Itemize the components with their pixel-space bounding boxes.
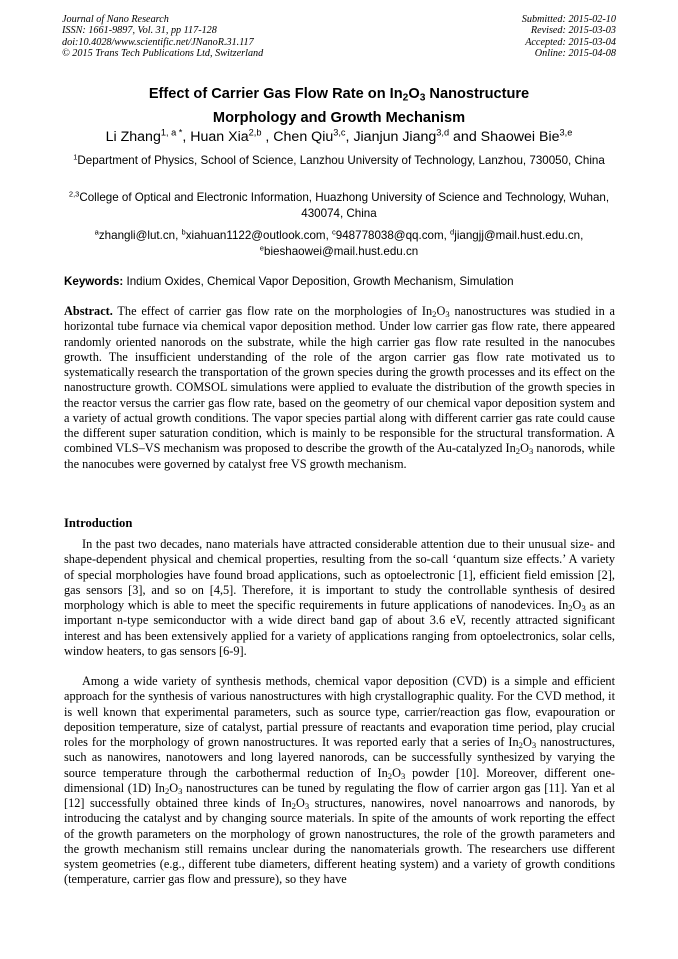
email-link[interactable]: 948778038@qq.com, <box>335 229 451 242</box>
author-affiliation-mark: 1, a * <box>160 127 183 138</box>
email-link[interactable]: zhangli@lut.cn, <box>98 229 182 242</box>
date-online: Online: 2015-04-08 <box>534 48 616 60</box>
author-name: Li Zhang <box>105 129 161 145</box>
email-link[interactable]: xiahuan1122@outlook.com, <box>185 229 333 242</box>
abstract: Abstract. The effect of carrier gas flow rate on the morphologies of $In_2O_3$ nanostructures was studied in a horizontal tube furnace via chemical vapor deposition method. Under low carrier gas flow rate, there appeared randomly oriented nanorods on the substrate, while the high carrier gas flow rate resulted in the nanocubes growth. The insufficient understanding of the role of the argon carrier gas flow rate motivated us to systematically research the transportation of the grown species during the growth processes and its effect on the nanostructure growth. COMSOL simulations were applied to evaluate the distribution of the growth species in the reactor versus the carrier gas flow rate, based on the geometry of our chemical vapor deposition system and a variety of actual growth conditions. The vapor species partial along with different carrier gas rate could cause the different super saturation condition, which is mainly to be responsible for the structural transformation. A combined VLS–VS mechanism was proposed to describe the growth of the Au-catalyzed $In_2O_3$ nanorods, while the nanocubes were governed by catalyst free VS growth mechanism. <box>64 304 616 471</box>
email-line-1: $^a$zhangli@lut.cn, $^b$xiahuan1122@outlook.com, $^c$948778038@qq.com, $^d$jiangjj@mail.hust.edu.cn, <box>94 227 584 242</box>
author-name: Shaowei Bie <box>480 129 560 145</box>
author-name: Chen Qiu <box>273 129 334 145</box>
intro-paragraph-1: In the past two decades, nano materials have attracted considerable attention due to their unusual size- and shape-dependent physical and chemical properties, resulting from the so-call ‘quantum size effects.’ A variety of special morphologies have found broad applications, such as optoelectronic [1], efficient field emission [2], gas sensors [3], and so on [4,5]. Therefore, it is important to study the controllable synthesis of desired morphology which is able to meet the specific requirements in future applications of nanodevices. $In_2O_3$ as an important n-type semiconductor with a wide direct band gap of about 3.6 eV, recently attracted significant interest and has been extensively applied for a variety of applications ranging from optoelectronics, solar cells, window heaters, to gas sensors [6-9]. <box>64 537 615 658</box>
keywords-label: Keywords: <box>64 275 124 288</box>
journal-copyright: © 2015 Trans Tech Publications Ltd, Switzerland <box>62 48 264 60</box>
intro-paragraph-2: Among a wide variety of synthesis methods, chemical vapor deposition (CVD) is a simple and efficient approach for the synthesis of various nanostructures with high crystallographic quality. For the CVD method, it is well known that experimental parameters, such as source type, carrier/reaction gas flow, evapouration or deposition temperature, size of catalyst, partial pressure of reactants and evaporation time period, play crucial roles for the morphology of grown nanostructures. It was reported early that a series of $In_2O_3$ nanostructures, such as nanowires, nanotowers and long layered nanorods, can be successfully synthesized by varying the source temperature through the carbothermal reduction of $In_2O_3$ powder [10]. Moreover, different one-dimensional (1D) $In_2O_3$ nanostructures can be tuned by regulating the flow of carrier argon gas [11]. Yan et al [12] successfully obtained three kinds of $In_2O_3$ structures, nanowires, novel nanoarrows and nanorods, by introducing the catalyst and by changing source materials. In spite of the amounts of work reporting the effect of the growth parameters on the morphology of grown nanostructures, the role of the growth parameters and the growth mechanism still remains unclear during the nanomaterials growth. The researchers use different system geometries (e.g., different tube diameters, different heating system) and a variety of growth conditions (temperature, carrier gas flow and pressure), so they have <box>64 674 615 887</box>
title-line-1: Effect of Carrier Gas Flow Rate on $In_2O_3$ Nanostructure <box>148 86 530 104</box>
author-emails <box>60 228 618 259</box>
affiliation-1: $^1$Department of Physics, School of Science, Lanzhou University of Technology, Lanzhou, 730050, China <box>73 152 605 167</box>
journal-header-right <box>522 14 616 60</box>
paper-title <box>0 82 678 130</box>
journal-issn: ISSN: 1661-9897, Vol. 31, pp 117-128 <box>62 25 217 37</box>
date-accepted: Accepted: 2015-03-04 <box>525 36 616 48</box>
keywords-text: Indium Oxides, Chemical Vapor Deposition, Growth Mechanism, Simulation <box>123 275 514 288</box>
title-line-2: Morphology and Growth Mechanism <box>212 110 466 126</box>
date-submitted: Submitted: 2015-02-10 <box>521 14 616 25</box>
date-revised: Revised: 2015-03-03 <box>530 25 616 37</box>
journal-doi: doi:10.4028/www.scientific.net/JNanoR.31.117 <box>62 36 254 48</box>
author-affiliation-mark: 3,d <box>436 127 450 138</box>
author-affiliation-mark: 3,e <box>559 127 573 138</box>
abstract-label: Abstract. <box>64 304 113 318</box>
author-affiliation-mark: 3,c <box>333 127 346 138</box>
email-line-2: $^e$bieshaowei@mail.hust.edu.cn <box>259 242 419 258</box>
affiliation-2: $^{2,3}$College of Optical and Electronic Information, Huazhong University of Science and Technology, Wuhan, 430074, China <box>68 189 610 220</box>
author-name: Jianjun Jiang <box>353 129 437 145</box>
journal-name: Journal of Nano Research <box>62 14 169 25</box>
email-link[interactable]: jiangjj@mail.hust.edu.cn, <box>454 229 584 242</box>
email-link[interactable]: bieshaowei@mail.hust.edu.cn <box>264 244 419 258</box>
author-name: Huan Xia <box>190 129 249 145</box>
author-affiliation-mark: 2,b <box>248 127 262 138</box>
keywords <box>64 274 624 289</box>
author-list: Li Zhang$^{1, a *}$, Huan Xia$^{2,b}$ , Chen Qiu$^{3,c}$, Jianjun Jiang$^{3,d}$ and Shaowei Bie$^{3,e}$ <box>105 127 573 145</box>
journal-header-left <box>62 14 263 60</box>
section-heading-introduction: Introduction <box>64 516 133 530</box>
